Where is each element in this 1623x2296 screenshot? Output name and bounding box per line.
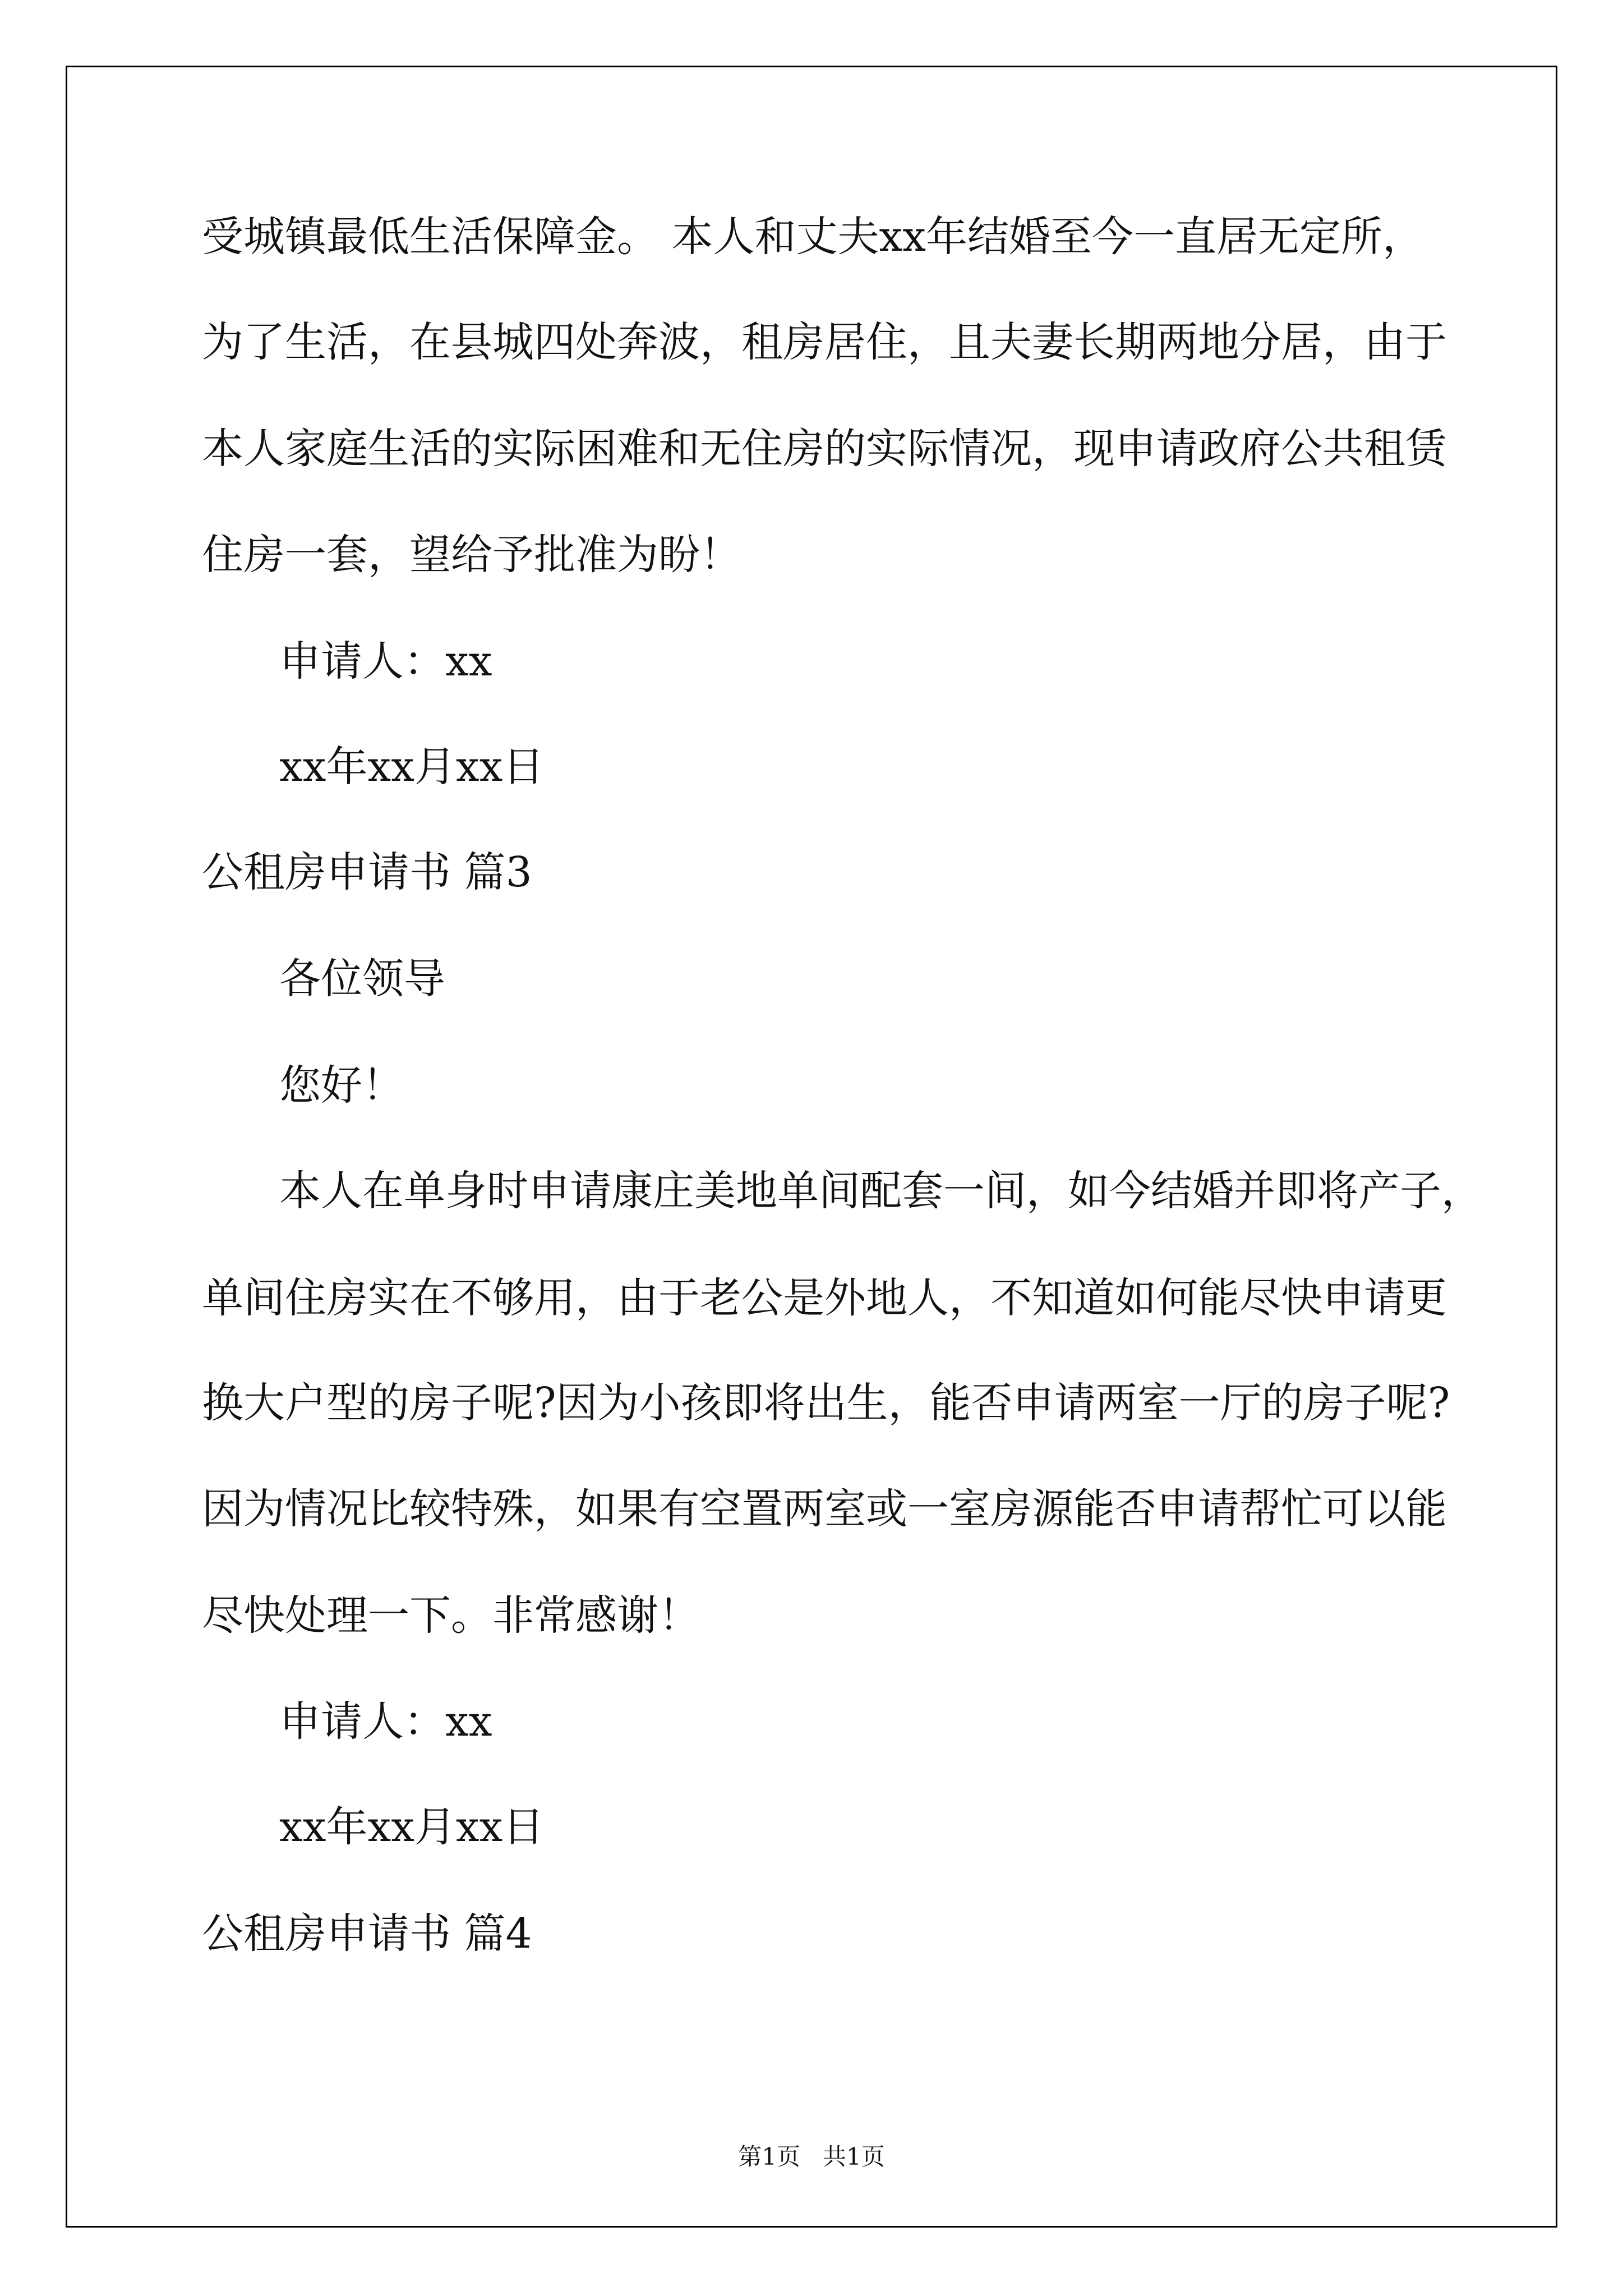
greeting: 您好！	[279, 1061, 404, 1110]
paragraph-line: 本人家庭生活的实际困难和无住房的实际情况，现申请政府公共租赁	[202, 425, 1447, 473]
paragraph-line: 住房一套，望给予批准为盼！	[202, 531, 741, 579]
paragraph-line: 因为情况比较特殊，如果有空置两室或一室房源能否申请帮忙可以能	[202, 1485, 1447, 1533]
paragraph-line: 本人在单身时申请康庄美地单间配套一间，如今结婚并即将产子，	[279, 1167, 1483, 1215]
date-line: xx年xx月xx日	[279, 743, 545, 791]
salutation: 各位领导	[279, 955, 445, 1003]
paragraph-line: 为了生活，在县城四处奔波，租房居住，且夫妻长期两地分居，由于	[202, 318, 1447, 366]
paragraph-line: 尽快处理一下。非常感谢！	[202, 1591, 700, 1640]
section-heading: 公租房申请书 篇3	[202, 848, 532, 896]
applicant-signature: 申请人：xx	[279, 1697, 492, 1746]
paragraph-line: 换大户型的房子呢?因为小孩即将出生，能否申请两室一厅的房子呢?	[202, 1379, 1450, 1427]
page-border	[66, 66, 1557, 2228]
date-line: xx年xx月xx日	[279, 1803, 545, 1851]
paragraph-line: 单间住房实在不够用，由于老公是外地人，不知道如何能尽快申请更	[202, 1274, 1447, 1322]
paragraph-line: 受城镇最低生活保障金。 本人和丈夫xx年结婚至今一直居无定所，	[202, 213, 1424, 261]
applicant-signature: 申请人：xx	[279, 637, 492, 685]
section-heading: 公租房申请书 篇4	[202, 1910, 532, 1958]
page-footer: 第1页 共1页	[738, 2143, 885, 2170]
